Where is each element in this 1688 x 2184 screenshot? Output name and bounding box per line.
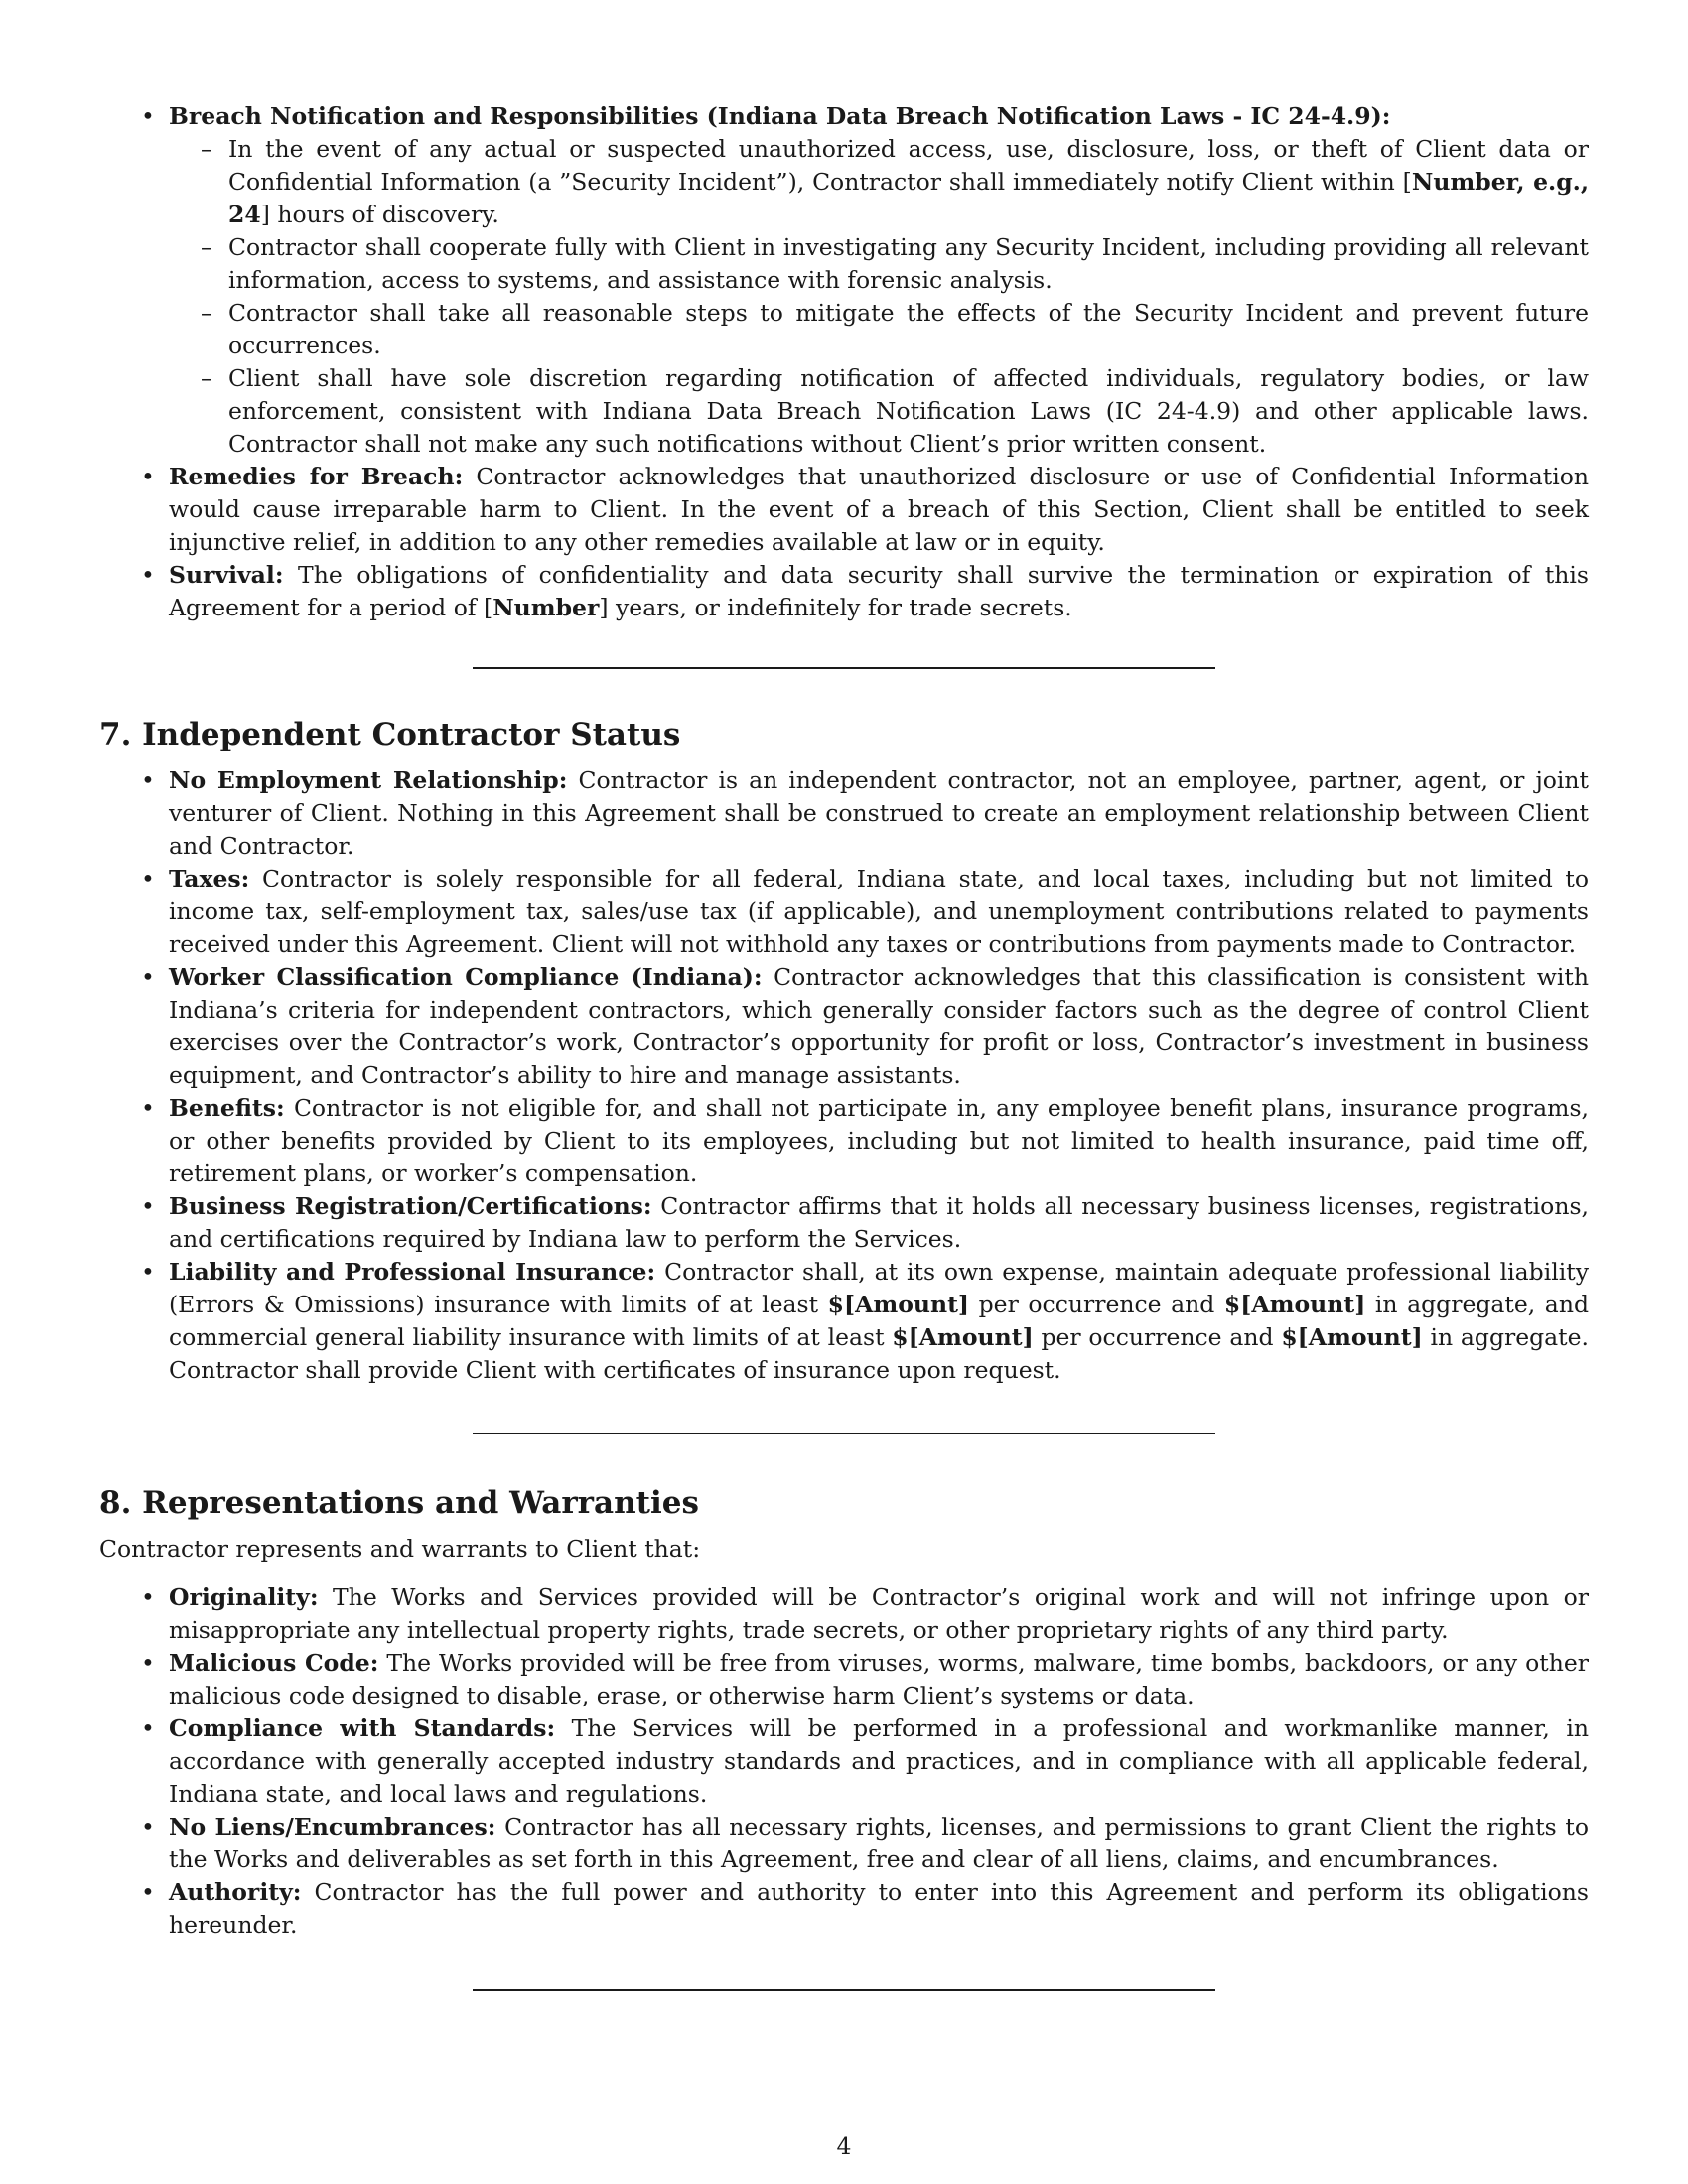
- bullet-list: [99, 1581, 1589, 1942]
- item-text: The Services will be performed in a professional and workmanlike manner, in accordance with generally accepted industry standards and practices, and in compliance with all applicable federal, Indiana state, and local laws and regulations.: [169, 1714, 1589, 1808]
- section-8-intro: Contractor represents and warrants to Client that:: [99, 1535, 701, 1563]
- breach-notification-label: Breach Notification and Responsibilities (Indiana Data Breach Notification Laws - IC 24-4.9):: [169, 102, 1391, 130]
- list-item: [169, 1811, 1589, 1876]
- item-text: The Works provided will be free from viruses, worms, malware, time bombs, backdoors, or any other malicious code designed to disable, erase, or otherwise harm Client’s systems or data.: [169, 1649, 1589, 1709]
- list-item: [169, 1092, 1589, 1190]
- item-text: Contractor has all necessary rights, licenses, and permissions to grant Client the rights to the Works and deliverables as set forth in this Agreement, free and clear of all liens, claims, and encumbrances.: [169, 1813, 1590, 1873]
- item-text: Contractor acknowledges that this classification is consistent with Indiana’s criteria for independent contractors, which generally consider factors such as the degree of control Client exercises over the Contractor’s work, Contractor’s opportunity for profit or loss, Contractor’s investment in business equipment, and Contractor’s ability to hire and manage assistants.: [169, 963, 1589, 1089]
- item-text: ] years, or indefinitely for trade secrets.: [599, 594, 1072, 621]
- placeholder-field: Number, e.g., 24: [228, 168, 1590, 228]
- list-item: [169, 961, 1589, 1092]
- remedies-text: Contractor acknowledges that unauthorized disclosure or use of Confidential Information would cause irreparable harm to Client. In the event of a breach of this Section, Client shall be entitled to seek injunctive relief, in addition to any other remedies available at law or in equity.: [169, 463, 1589, 556]
- list-item: – Contractor shall cooperate fully with Client in investigating any Security Incident, including providing all relevant information, access to systems, and assistance with forensic analysis.: [228, 231, 1589, 297]
- item-text: Contractor shall, at its own expense, maintain adequate professional liability (Errors & Omissions) insurance with limits of at least: [169, 1258, 1589, 1318]
- bullet-list: [99, 100, 1589, 624]
- item-text: in aggregate, and commercial general liability insurance with limits of at least: [169, 1291, 1589, 1351]
- item-label: Malicious Code:: [169, 1649, 379, 1677]
- item-label: No Employment Relationship:: [169, 766, 568, 794]
- list-item: – Contractor shall take all reasonable steps to mitigate the effects of the Security Incident and prevent future occurrences.: [228, 297, 1589, 362]
- item-label: Benefits:: [169, 1094, 285, 1122]
- item-text: The obligations of confidentiality and data security shall survive the termination or expiration of this Agreement for a period of [: [169, 561, 1589, 621]
- item-label: Originality:: [169, 1583, 319, 1611]
- item-text: The Works and Services provided will be Contractor’s original work and will not infringe upon or misappropriate any intellectual property rights, trade secrets, or other proprietary rights of any third party.: [169, 1583, 1589, 1644]
- item-text: ] hours of discovery.: [260, 201, 499, 228]
- bullet-list: [99, 764, 1589, 1387]
- item-text: In the event of any actual or suspected unauthorized access, use, disclosure, loss, or theft of Client data or Confidential Information (a ”Security Incident”), Contractor shall immediately notify Client within [: [228, 135, 1589, 196]
- item-label: Business Registration/Certifications:: [169, 1192, 652, 1220]
- list-item: [169, 1256, 1589, 1387]
- list-item: [169, 1876, 1589, 1942]
- section-divider: [473, 667, 1215, 669]
- section-divider: [473, 1433, 1215, 1434]
- amount-placeholder: $[Amount]: [1281, 1323, 1423, 1351]
- list-item: [228, 133, 1589, 231]
- item-label: Taxes:: [169, 865, 250, 892]
- item-text: Contractor is an independent contractor, not an employee, partner, agent, or joint venturer of Client. Nothing in this Agreement shall be construed to create an employment relationship between Client and Contractor.: [169, 766, 1589, 860]
- item-text: per occurrence and: [969, 1291, 1224, 1318]
- section-divider: [473, 1989, 1215, 1991]
- list-item: [169, 1712, 1589, 1811]
- list-item: [169, 1647, 1589, 1712]
- section-6-continuation: [99, 100, 1589, 624]
- item-text: Contractor has the full power and authority to enter into this Agreement and perform its obligations hereunder.: [169, 1878, 1589, 1939]
- amount-placeholder: $[Amount]: [1223, 1291, 1366, 1318]
- list-item: [169, 1581, 1589, 1647]
- list-item-remedies: [169, 461, 1589, 559]
- survival-label: Survival:: [169, 561, 284, 589]
- item-text: Contractor is not eligible for, and shall not participate in, any employee benefit plans, insurance programs, or other benefits provided by Client to its employees, including but not limited to health insurance, paid time off, retirement plans, or worker’s compensation.: [169, 1094, 1589, 1187]
- list-item: [169, 863, 1589, 961]
- section-7: [99, 715, 1589, 1387]
- amount-placeholder: $[Amount]: [892, 1323, 1034, 1351]
- item-text: Contractor is solely responsible for all federal, Indiana state, and local taxes, including but not limited to income tax, self-employment tax, sales/use tax (if applicable), and unemployment contributions related to payments received under this Agreement. Client will not withhold any taxes or contributions from payments made to Contractor.: [169, 865, 1589, 958]
- amount-placeholder: $[Amount]: [827, 1291, 970, 1318]
- item-text: per occurrence and: [1033, 1323, 1282, 1351]
- item-text: Contractor affirms that it holds all necessary business licenses, registrations, and certifications required by Indiana law to perform the Services.: [169, 1192, 1589, 1253]
- item-label: Compliance with Standards:: [169, 1714, 556, 1742]
- section-8: [99, 1483, 1589, 1942]
- remedies-label: Remedies for Breach:: [169, 463, 464, 490]
- section-8-heading: 8. Representations and Warranties: [99, 1485, 699, 1521]
- item-label: Authority:: [169, 1878, 302, 1906]
- item-label: Worker Classification Compliance (Indiana):: [169, 963, 763, 991]
- breach-sublist: [169, 133, 1589, 461]
- placeholder-field: Number: [492, 594, 600, 621]
- list-item-survival: [169, 559, 1589, 624]
- list-item: [169, 764, 1589, 863]
- item-label: No Liens/Encumbrances:: [169, 1813, 496, 1841]
- list-item-breach-notification: [169, 100, 1589, 461]
- item-label: Liability and Professional Insurance:: [169, 1258, 656, 1286]
- list-item: – Client shall have sole discretion regarding notification of affected individuals, regulatory bodies, or law enforcement, consistent with Indiana Data Breach Notification Laws (IC 24-4.9) and other applicable laws. Contractor shall not make any such notifications without Client’s prior written consent.: [228, 362, 1589, 461]
- list-item: [169, 1190, 1589, 1256]
- section-7-heading: 7. Independent Contractor Status: [99, 717, 681, 752]
- item-text: in aggregate. Contractor shall provide Client with certificates of insurance upon request.: [169, 1323, 1589, 1384]
- page-number: 4: [836, 2132, 852, 2160]
